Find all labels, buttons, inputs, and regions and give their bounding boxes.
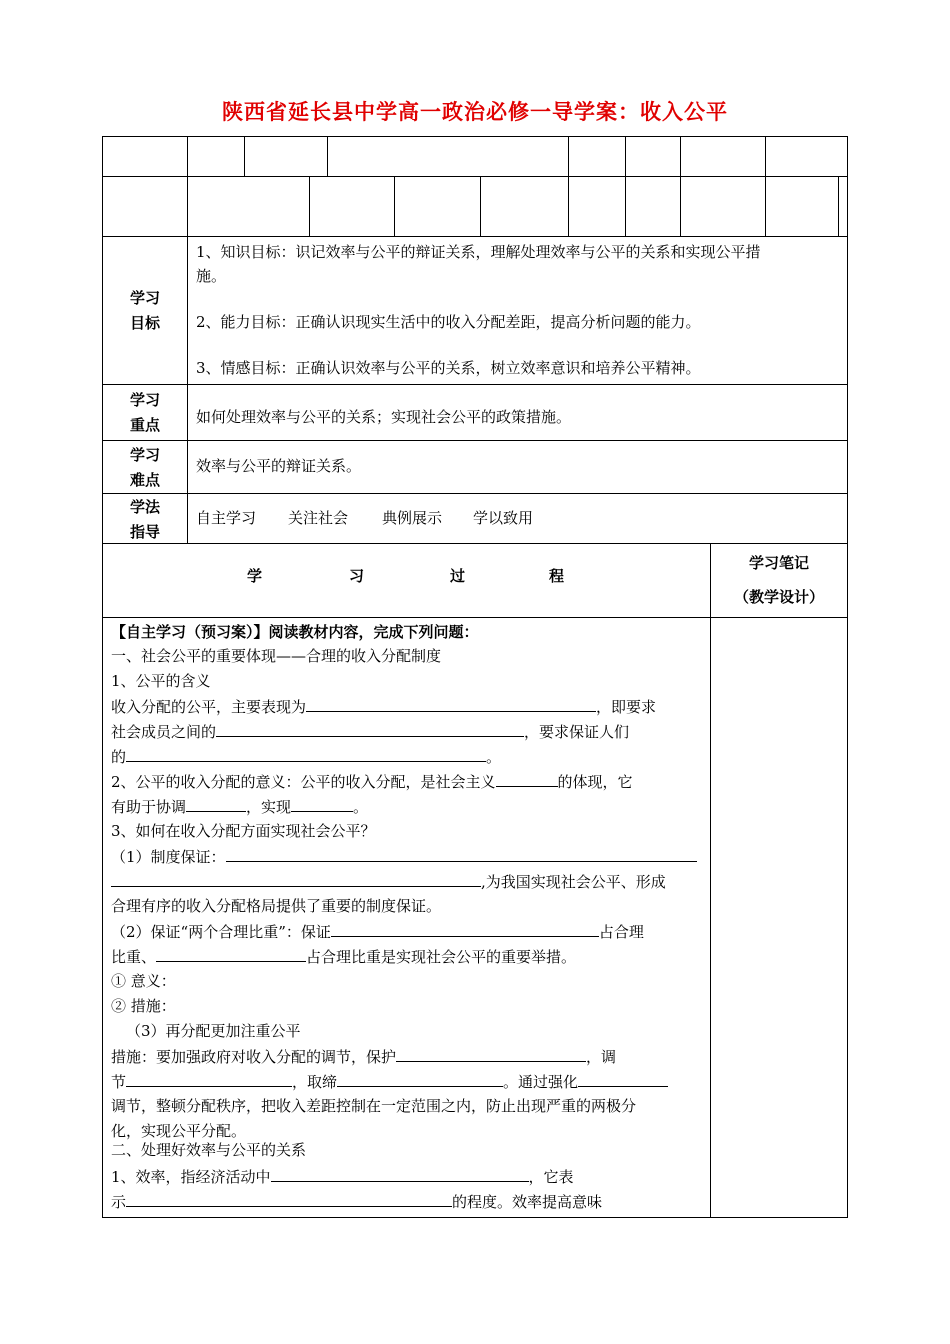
difficulties-text: 效率与公平的辩证关系。 [196,457,362,475]
goal-emotion: 3、情感目标：正确认识效率与公平的关系，树立效率意识和培养公平精神。 [196,359,701,377]
fill-line: 1、效率，指经济活动中 ，它表 [111,1164,574,1190]
text-line: （3）再分配更加注重公平 [126,1022,301,1040]
answer-blank[interactable] [126,1069,292,1087]
answer-blank[interactable] [396,1044,586,1062]
answer-blank[interactable] [271,1164,529,1182]
process-heading-char: 过 [450,567,466,585]
goal-knowledge: 1、知识目标：识记效率与公平的辩证关系，理解处理效率与公平的关系和实现公平措 [196,243,761,261]
answer-blank[interactable] [226,844,697,862]
process-heading-char: 习 [349,567,365,585]
fill-line: 收入分配的公平，主要表现为 ，即要求 [111,694,656,720]
key-points-label: 学习 重点 [129,391,160,434]
fill-line: （1）制度保证： [111,844,697,870]
difficulties-label: 学习 难点 [129,446,160,489]
method-item: 学以致用 [473,509,534,527]
fill-line: 2、公平的收入分配的意义：公平的收入分配，是社会主义 的体现，它 [111,769,633,795]
fill-line: 节 ，取缔 。通过强化 [111,1069,668,1095]
answer-blank[interactable] [496,769,558,787]
fill-line: ,为我国实现社会公平、形成 [111,869,666,895]
answer-blank[interactable] [306,694,596,712]
answer-blank[interactable] [126,1189,452,1207]
method-item: 关注社会 [288,509,349,527]
section-2-heading: 二、处理好效率与公平的关系 [111,1141,307,1159]
fill-line: 示 的程度。效率提高意味 [111,1189,602,1215]
fill-line: 社会成员之间的 ，要求保证人们 [111,719,629,745]
method-item: 典例展示 [382,509,443,527]
fill-line: 比重、 占合理比重是实现社会公平的重要举措。 [111,944,576,970]
section-1-heading: 一、社会公平的重要体现——合理的收入分配制度 [111,647,442,665]
fill-line: 有助于协调 ，实现 。 [111,794,368,820]
fill-line: 的 。 [111,744,501,770]
answer-blank[interactable] [156,944,306,962]
goals-label: 学习 目标 [129,289,160,332]
fill-line: 措施：要加强政府对收入分配的调节，保护 ，调 [111,1044,616,1070]
key-points-text: 如何处理效率与公平的关系；实现社会公平的政策措施。 [196,408,572,426]
process-heading-char: 程 [549,567,565,585]
subsection-heading: 1、公平的含义 [111,672,211,690]
method-item: 自主学习 [196,509,257,527]
answer-blank[interactable] [331,919,599,937]
method-label: 学法 指导 [129,498,160,541]
process-heading-char: 学 [247,567,263,585]
answer-blank[interactable] [216,719,524,737]
fill-line: （2）保证“两个合理比重”：保证 占合理 [111,919,644,945]
text-line: 调节，整顿分配秩序，把收入差距控制在一定范围之内，防止出现严重的两极分 [111,1097,637,1115]
text-line: ① 意义： [111,972,176,990]
question-3: 3、如何在收入分配方面实现社会公平？ [111,822,376,840]
text-line: ② 措施： [111,997,176,1015]
answer-blank[interactable] [578,1069,668,1087]
notes-heading: 学习笔记 （教学设计） [733,554,824,606]
answer-blank[interactable] [111,869,481,887]
goal-ability: 2、能力目标：正确认识现实生活中的收入分配差距，提高分析问题的能力。 [196,313,701,331]
answer-blank[interactable] [291,794,353,812]
intro-text: 【自主学习（预习案）】阅读教材内容，完成下列问题： [111,623,479,641]
answer-blank[interactable] [126,744,486,762]
text-line: 合理有序的收入分配格局提供了重要的制度保证。 [111,897,442,915]
goal-knowledge-cont: 施。 [196,267,227,285]
page-title: 陕西省延长县中学高一政治必修一导学案：收入公平 [222,100,728,124]
answer-blank[interactable] [186,794,246,812]
text-line: 化，实现公平分配。 [111,1122,247,1140]
answer-blank[interactable] [337,1069,503,1087]
